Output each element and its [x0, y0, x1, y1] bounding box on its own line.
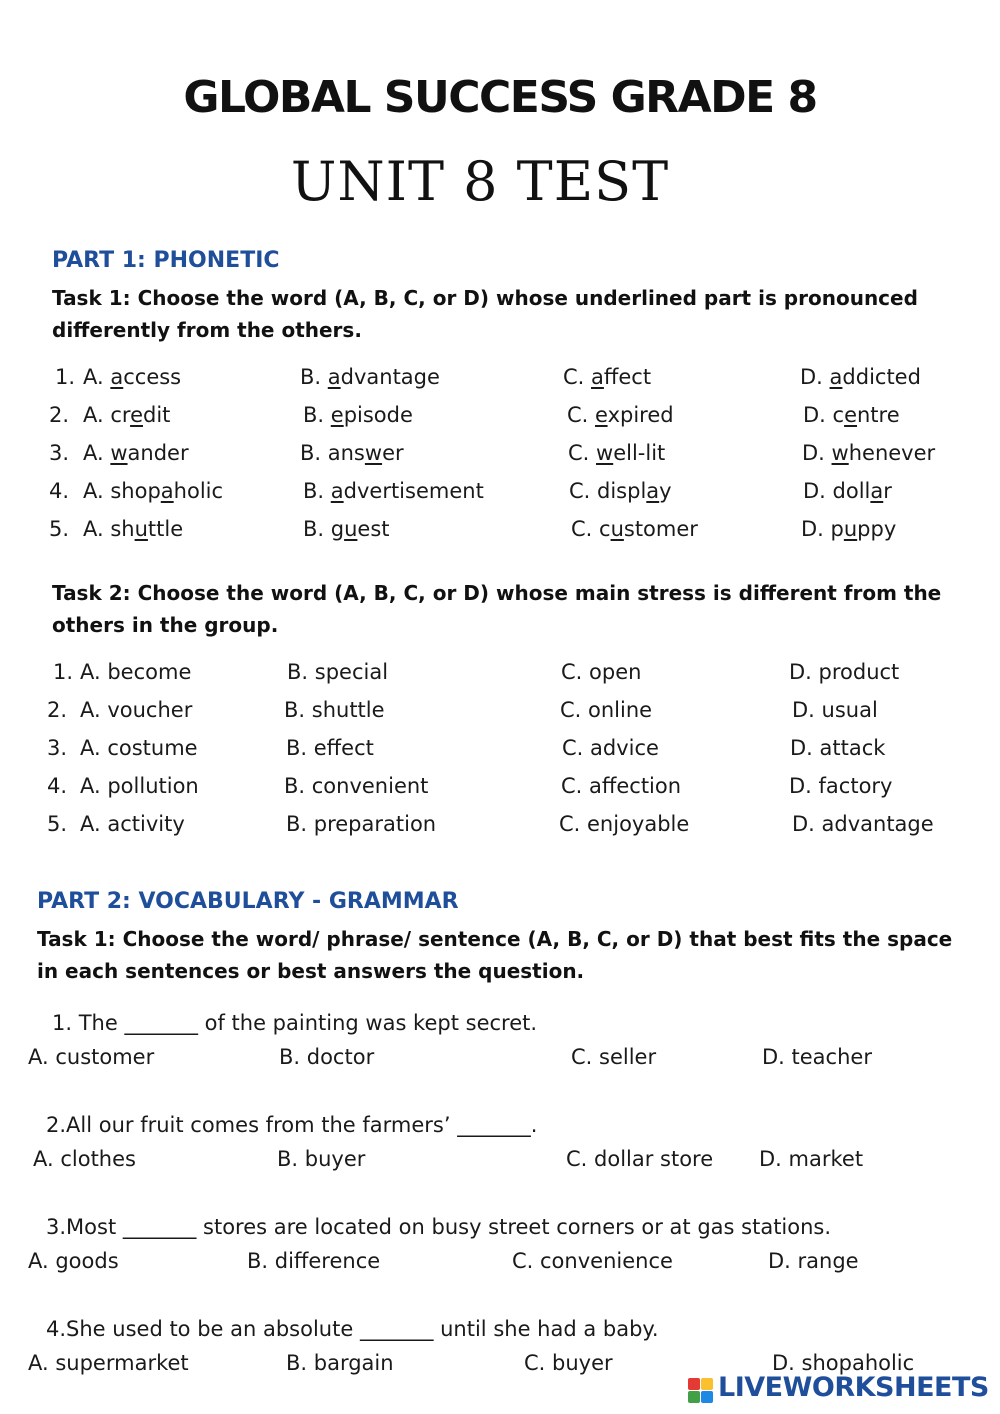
option-text-before: A.	[83, 365, 111, 389]
answer-option	[569, 479, 672, 503]
option-text-before: D.	[802, 441, 832, 465]
part2-title: PART 2: VOCABULARY - GRAMMAR	[37, 889, 459, 914]
option-text-before: C.	[563, 365, 592, 389]
worksheet-subtitle: UNIT 8 TEST	[290, 150, 670, 213]
option-text-after: dvertisement	[343, 479, 484, 503]
option-text-before: C. c	[571, 517, 611, 541]
underlined-letter: w	[596, 441, 614, 465]
question-number: 4.	[47, 774, 68, 798]
option-text-before: C.	[567, 403, 596, 427]
answer-option: D. shopaholic	[772, 1351, 915, 1375]
question-number: 3.	[49, 441, 70, 465]
option-text-before: D. doll	[803, 479, 871, 503]
answer-option	[300, 365, 440, 389]
option-text-before: A. cr	[83, 403, 131, 427]
answer-option	[300, 441, 404, 465]
option-text-after: ander	[127, 441, 189, 465]
option-text-after: ppy	[857, 517, 897, 541]
answer-option: C. seller	[571, 1045, 657, 1069]
part1-task1-instruction: Task 1: Choose the word (A, B, C, or D) whose underlined part is pronounced differently from the others.	[52, 286, 918, 342]
option-text-before: B.	[303, 479, 331, 503]
underlined-letter: u	[610, 517, 624, 541]
answer-option	[800, 365, 921, 389]
answer-option: A. become	[80, 660, 192, 684]
underlined-letter: a	[160, 479, 174, 503]
liveworksheets-logo-icon	[688, 1378, 714, 1404]
answer-option: A. goods	[28, 1249, 119, 1273]
answer-option: B. effect	[286, 736, 374, 760]
answer-option: B. doctor	[279, 1045, 375, 1069]
option-text-after: ntre	[857, 403, 900, 427]
answer-option: B. preparation	[286, 812, 437, 836]
option-text-before: B.	[303, 403, 331, 427]
liveworksheets-logo	[688, 1372, 988, 1406]
underlined-letter: e	[844, 403, 857, 427]
answer-option: A. voucher	[80, 698, 193, 722]
option-text-before: B.	[300, 365, 328, 389]
part1-title: PART 1: PHONETIC	[52, 248, 280, 273]
answer-option	[563, 365, 651, 389]
option-text-before: D. c	[803, 403, 845, 427]
answer-option	[83, 365, 181, 389]
underlined-letter: w	[831, 441, 849, 465]
option-text-before: A. shop	[83, 479, 161, 503]
option-text-after: y	[659, 479, 672, 503]
underlined-letter: a	[110, 365, 124, 389]
underlined-letter: u	[344, 517, 358, 541]
option-text-after: ddicted	[842, 365, 921, 389]
question-number: 4.	[49, 479, 70, 503]
answer-option: A. clothes	[33, 1147, 136, 1171]
underlined-letter: a	[829, 365, 843, 389]
option-text-before: C. displ	[569, 479, 647, 503]
option-text-after: henever	[848, 441, 936, 465]
answer-option	[83, 479, 223, 503]
option-text-before: D. p	[801, 517, 844, 541]
answer-option: D. teacher	[762, 1045, 872, 1069]
answer-option	[802, 441, 935, 465]
answer-option	[83, 441, 189, 465]
answer-option: C. affection	[561, 774, 682, 798]
liveworksheets-logo-text: LIVEWORKSHEETS	[718, 1372, 989, 1403]
answer-option: D. market	[759, 1147, 864, 1171]
option-text-after: pisode	[343, 403, 413, 427]
question-number: 5.	[47, 812, 68, 836]
answer-option: A. supermarket	[28, 1351, 189, 1375]
option-text-after: ffect	[603, 365, 652, 389]
answer-option: C. dollar store	[566, 1147, 714, 1171]
answer-option	[303, 517, 390, 541]
answer-option	[303, 479, 484, 503]
worksheet-title: GLOBAL SUCCESS GRADE 8	[183, 72, 817, 123]
answer-option	[83, 517, 183, 541]
underlined-letter: a	[646, 479, 660, 503]
answer-option: C. online	[560, 698, 653, 722]
question-stem: 1. The _______ of the painting was kept secret.	[52, 1011, 538, 1035]
part1-task2-instruction: Task 2: Choose the word (A, B, C, or D) whose main stress is different from the others in the group.	[52, 581, 942, 637]
answer-option	[303, 403, 413, 427]
option-text-before: C.	[568, 441, 597, 465]
underlined-letter: a	[327, 365, 341, 389]
answer-option	[803, 403, 900, 427]
answer-option: B. convenient	[284, 774, 429, 798]
option-text-after: r	[883, 479, 892, 503]
option-text-before: D.	[800, 365, 830, 389]
answer-option: B. buyer	[277, 1147, 366, 1171]
option-text-after: dvantage	[340, 365, 440, 389]
answer-option: C. enjoyable	[559, 812, 690, 836]
answer-option: B. bargain	[286, 1351, 394, 1375]
answer-option: A. activity	[80, 812, 185, 836]
question-stem: 2.All our fruit comes from the farmers’ _______.	[46, 1113, 538, 1137]
underlined-letter: a	[591, 365, 604, 389]
answer-option	[567, 403, 674, 427]
answer-option: B. shuttle	[284, 698, 385, 722]
option-text-before: B. g	[303, 517, 345, 541]
option-text-before: B. ans	[300, 441, 365, 465]
answer-option	[571, 517, 698, 541]
answer-option: B. special	[287, 660, 389, 684]
option-text-after: est	[357, 517, 390, 541]
answer-option: D. attack	[790, 736, 886, 760]
question-number: 1.	[55, 365, 76, 389]
option-text-before: A.	[83, 441, 111, 465]
option-text-after: er	[382, 441, 404, 465]
answer-option: C. advice	[562, 736, 659, 760]
option-text-before: A. sh	[83, 517, 135, 541]
question-number: 1.	[53, 660, 74, 684]
question-stem: 3.Most _______ stores are located on busy street corners or at gas stations.	[46, 1215, 832, 1239]
underlined-letter: e	[330, 403, 344, 427]
answer-option: C. convenience	[512, 1249, 673, 1273]
answer-option: A. costume	[80, 736, 198, 760]
underlined-letter: e	[130, 403, 143, 427]
answer-option	[801, 517, 896, 541]
option-text-after: stomer	[623, 517, 698, 541]
answer-option	[568, 441, 665, 465]
option-text-after: ttle	[147, 517, 184, 541]
underlined-letter: a	[330, 479, 344, 503]
answer-option: C. buyer	[524, 1351, 613, 1375]
underlined-letter: w	[364, 441, 383, 465]
answer-option: D. product	[789, 660, 900, 684]
question-number: 2.	[49, 403, 70, 427]
underlined-letter: u	[134, 517, 148, 541]
option-text-after: holic	[173, 479, 224, 503]
question-stem: 4.She used to be an absolute _______ until she had a baby.	[46, 1317, 659, 1341]
question-number: 2.	[47, 698, 68, 722]
answer-option: A. customer	[28, 1045, 155, 1069]
underlined-letter: a	[870, 479, 884, 503]
option-text-after: ccess	[123, 365, 182, 389]
answer-option: D. range	[768, 1249, 859, 1273]
answer-option	[803, 479, 892, 503]
part2-task1-instruction: Task 1: Choose the word/ phrase/ sentence (A, B, C, or D) that best fits the space in each sentences or best answers the question.	[37, 927, 953, 983]
underlined-letter: w	[110, 441, 128, 465]
question-number: 3.	[47, 736, 68, 760]
answer-option: D. advantage	[792, 812, 934, 836]
answer-option: B. difference	[247, 1249, 381, 1273]
option-text-after: ell-lit	[613, 441, 666, 465]
option-text-after: dit	[143, 403, 171, 427]
answer-option: A. pollution	[80, 774, 199, 798]
answer-option	[83, 403, 170, 427]
underlined-letter: e	[595, 403, 608, 427]
answer-option: D. usual	[792, 698, 878, 722]
question-number: 5.	[49, 517, 70, 541]
option-text-after: xpired	[607, 403, 674, 427]
answer-option: C. open	[561, 660, 642, 684]
underlined-letter: u	[843, 517, 858, 541]
answer-option: D. factory	[789, 774, 893, 798]
